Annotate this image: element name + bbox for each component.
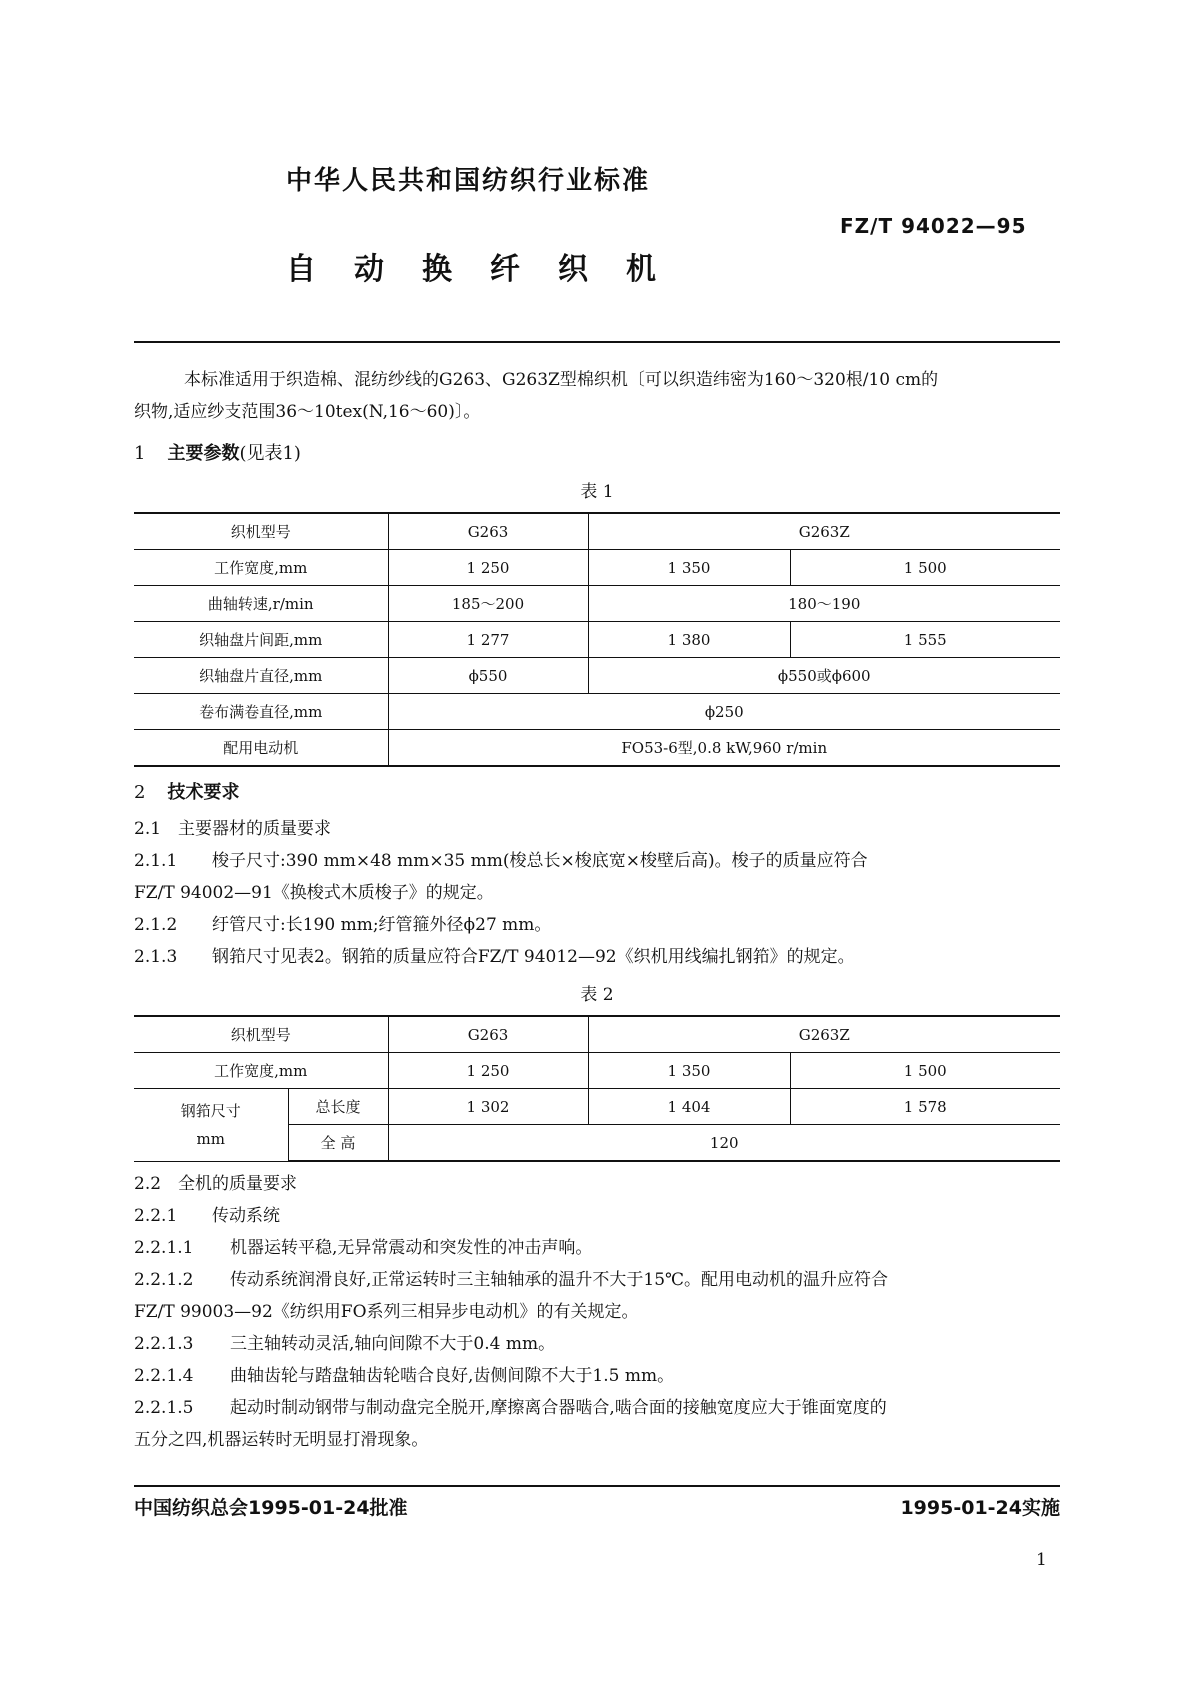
table-cell: 1 578 — [790, 1089, 1060, 1125]
section-2-number: 2 — [134, 782, 146, 803]
table-cell: 185～200 — [388, 586, 588, 622]
table-cell: 织机型号 — [134, 1016, 388, 1053]
table-cell: 配用电动机 — [134, 730, 388, 767]
table-row — [134, 730, 1060, 767]
table-cell: 1 380 — [588, 622, 790, 658]
table-2-caption: 表 2 — [580, 985, 614, 1005]
table-cell: 卷布满卷直径,mm — [134, 694, 388, 730]
table-cell: 1 500 — [790, 1053, 1060, 1089]
clause-2-2-1-4 — [134, 1360, 1060, 1392]
table-cell: 工作宽度,mm — [134, 550, 388, 586]
clause-2-2-1-1 — [134, 1232, 1060, 1264]
table-cell: G263 — [388, 513, 588, 550]
table-row — [134, 550, 1060, 586]
table-cell: 1 350 — [588, 550, 790, 586]
table-cell: 1 500 — [790, 550, 1060, 586]
clause-2-1-2 — [134, 909, 1060, 941]
clause-number: 2.2.1.5 — [134, 1398, 194, 1418]
clause-number: 2.2.1.1 — [134, 1238, 194, 1258]
reed-size-unit: mm — [196, 1129, 225, 1148]
intro-line-2: 织物,适应纱支范围36～10tex(N,16～60)〕。 — [134, 402, 481, 422]
table-cell: 工作宽度,mm — [134, 1053, 388, 1089]
clause-number: 2.1.2 — [134, 915, 178, 935]
clause-text: 全机的质量要求 — [178, 1174, 297, 1194]
clause-2-2-1-5 — [134, 1392, 1060, 1424]
clause-text: 起动时制动钢带与制动盘完全脱开,摩擦离合器啮合,啮合面的接触宽度应大于锥面宽度的 — [230, 1398, 887, 1418]
page-number: 1 — [1036, 1550, 1047, 1570]
table-1 — [134, 512, 1060, 767]
clause-2-2-1-2-cont: FZ/T 99003—92《纺织用FO系列三相异步电动机》的有关规定。 — [134, 1302, 639, 1322]
clause-text: 曲轴齿轮与踏盘轴齿轮啮合良好,齿侧间隙不大于1.5 mm。 — [230, 1366, 675, 1386]
table-cell: ϕ550或ϕ600 — [588, 658, 1060, 694]
table-cell: 曲轴转速,r/min — [134, 586, 388, 622]
table-row — [134, 694, 1060, 730]
clause-number: 2.2.1.3 — [134, 1334, 194, 1354]
table-cell: 全 高 — [288, 1125, 388, 1162]
clause-2-1-1-cont: FZ/T 94002—91《换梭式木质梭子》的规定。 — [134, 883, 494, 903]
table-cell: 1 250 — [388, 550, 588, 586]
table-cell: G263Z — [588, 513, 1060, 550]
table-cell: 织轴盘片间距,mm — [134, 622, 388, 658]
table-row — [134, 586, 1060, 622]
clause-2-1-1 — [134, 845, 1060, 877]
table-row — [134, 622, 1060, 658]
table-row — [134, 1053, 1060, 1089]
table-row — [134, 1089, 1060, 1125]
section-1-title: 主要参数 — [167, 443, 240, 464]
approval-date: 中国纺织总会1995-01-24批准 — [134, 1497, 408, 1519]
clause-number: 2.2.1.2 — [134, 1270, 194, 1290]
table-1-caption: 表 1 — [580, 482, 614, 502]
table-cell: 织机型号 — [134, 513, 388, 550]
clause-text: 梭子尺寸:390 mm×48 mm×35 mm(梭总长×梭底宽×梭壁后高)。梭子的质量应符合 — [212, 851, 868, 871]
clause-text: 主要器材的质量要求 — [178, 819, 331, 839]
clause-text: 钢筘尺寸见表2。钢筘的质量应符合FZ/T 94012—92《织机用线编扎钢筘》的规定。 — [212, 947, 855, 967]
table-cell: 织轴盘片直径,mm — [134, 658, 388, 694]
section-2-heading — [134, 777, 1060, 809]
clause-number: 2.1.1 — [134, 851, 178, 871]
table-cell: 总长度 — [288, 1089, 388, 1125]
clause-2-1-3 — [134, 941, 1060, 973]
table-cell: FO53-6型,0.8 kW,960 r/min — [388, 730, 1060, 767]
table-row — [134, 513, 1060, 550]
clause-2-2-1 — [134, 1200, 1060, 1232]
document-title: 自动换纤织机 — [286, 252, 694, 287]
reed-size-cell — [134, 1089, 288, 1162]
clause-text: 传动系统润滑良好,正常运转时三主轴轴承的温升不大于15℃。配用电动机的温升应符合 — [230, 1270, 889, 1290]
clause-text: 三主轴转动灵活,轴向间隙不大于0.4 mm。 — [230, 1334, 556, 1354]
clause-number: 2.1.3 — [134, 947, 178, 967]
table-2 — [134, 1015, 1060, 1162]
organization-title: 中华人民共和国纺织行业标准 — [286, 166, 651, 196]
table-row — [134, 658, 1060, 694]
standard-number: FZ/T 94022—95 — [840, 214, 1027, 238]
clause-2-2-1-5-cont: 五分之四,机器运转时无明显打滑现象。 — [134, 1430, 429, 1450]
table-cell: 120 — [388, 1125, 1060, 1162]
clause-text: 纡管尺寸:长190 mm;纡管箍外径ϕ27 mm。 — [212, 915, 552, 935]
footer-divider — [134, 1485, 1060, 1487]
clause-text: 传动系统 — [212, 1206, 280, 1226]
clause-number: 2.2.1.4 — [134, 1366, 194, 1386]
clause-number: 2.1 — [134, 819, 162, 839]
clause-2-2-1-2 — [134, 1264, 1060, 1296]
table-cell: 1 250 — [388, 1053, 588, 1089]
clause-number: 2.2.1 — [134, 1206, 178, 1226]
table-row — [134, 1016, 1060, 1053]
table-cell: 1 277 — [388, 622, 588, 658]
table-cell: 180～190 — [588, 586, 1060, 622]
clause-text: 机器运转平稳,无异常震动和突发性的冲击声响。 — [230, 1238, 593, 1258]
table-cell: ϕ550 — [388, 658, 588, 694]
clause-2-2 — [134, 1168, 1060, 1200]
clause-number: 2.2 — [134, 1174, 162, 1194]
reed-size-label: 钢筘尺寸 — [180, 1101, 241, 1120]
table-cell: G263Z — [588, 1016, 1060, 1053]
document-body — [134, 364, 1060, 1456]
table-cell: 1 404 — [588, 1089, 790, 1125]
intro-line-1: 本标准适用于织造棉、混纺纱线的G263、G263Z型棉织机〔可以织造纬密为160～320根/10 cm的 — [184, 370, 939, 390]
table-cell: 1 302 — [388, 1089, 588, 1125]
table-cell: G263 — [388, 1016, 588, 1053]
table-cell: 1 555 — [790, 622, 1060, 658]
effective-date: 1995-01-24实施 — [900, 1497, 1060, 1519]
section-1-number: 1 — [134, 443, 146, 464]
section-1-heading — [134, 438, 1060, 470]
clause-2-1 — [134, 813, 1060, 845]
table-cell: 1 350 — [588, 1053, 790, 1089]
section-1-suffix: (见表1) — [239, 443, 301, 464]
section-2-title: 技术要求 — [167, 782, 240, 803]
table-cell: ϕ250 — [388, 694, 1060, 730]
header-divider — [134, 341, 1060, 343]
clause-2-2-1-3 — [134, 1328, 1060, 1360]
